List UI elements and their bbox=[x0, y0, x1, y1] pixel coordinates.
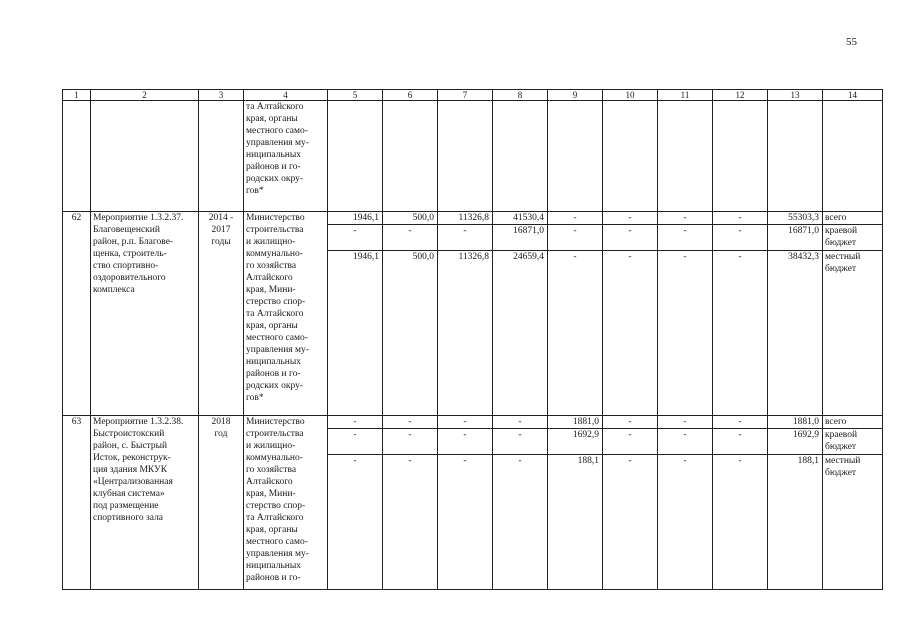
column-header: 6 bbox=[383, 90, 438, 101]
budget-table bbox=[62, 89, 883, 590]
amount-cell: 1881,0 bbox=[768, 416, 823, 429]
measure-name: Мероприятие 1.3.2.37. Благовещенский район, р.п. Благове- щенка, строитель- ство спортивно- оздоровительного комплекса bbox=[91, 212, 199, 416]
amount-cell: 11326,8 bbox=[438, 212, 493, 225]
amount-cell: 24659,4 bbox=[493, 251, 548, 416]
column-header: 1 bbox=[63, 90, 91, 101]
amount-cell: 500,0 bbox=[383, 251, 438, 416]
amount-cell: 38432,3 bbox=[768, 251, 823, 416]
amount-cell: 55303,3 bbox=[768, 212, 823, 225]
amount-cell: - bbox=[328, 416, 383, 429]
period-cell: 2018 год bbox=[199, 416, 244, 590]
header-row bbox=[63, 90, 883, 101]
column-header: 11 bbox=[658, 90, 713, 101]
column-header: 5 bbox=[328, 90, 383, 101]
amount-cell: 16871,0 bbox=[493, 225, 548, 251]
amount-cell: 1881,0 bbox=[548, 416, 603, 429]
page-number: 55 bbox=[846, 36, 857, 48]
amount-cell: 41530,4 bbox=[493, 212, 548, 225]
amount-cell: - bbox=[658, 212, 713, 225]
budget-source: местный бюджет bbox=[823, 455, 883, 590]
amount-cell: - bbox=[383, 416, 438, 429]
amount-cell: 1692,9 bbox=[768, 429, 823, 455]
amount-cell: - bbox=[438, 416, 493, 429]
amount-cell: 1946,1 bbox=[328, 212, 383, 225]
amount-cell: - bbox=[603, 416, 658, 429]
amount-cell: - bbox=[383, 225, 438, 251]
amount-cell: 1946,1 bbox=[328, 251, 383, 416]
amount-cell: - bbox=[438, 455, 493, 590]
amount-cell: - bbox=[603, 429, 658, 455]
amount-cell: - bbox=[493, 455, 548, 590]
amount-cell: 16871,0 bbox=[768, 225, 823, 251]
amount-cell: 11326,8 bbox=[438, 251, 493, 416]
column-header: 14 bbox=[823, 90, 883, 101]
column-header: 3 bbox=[199, 90, 244, 101]
amount-cell: - bbox=[713, 212, 768, 225]
column-header: 4 bbox=[244, 90, 328, 101]
amount-cell: 188,1 bbox=[768, 455, 823, 590]
amount-cell: - bbox=[713, 455, 768, 590]
budget-source: местный бюджет bbox=[823, 251, 883, 416]
amount-cell: - bbox=[603, 212, 658, 225]
amount-cell: - bbox=[548, 212, 603, 225]
executor-cell: Министерство строительства и жилищно- коммунально- го хозяйства Алтайского края, Мини- стерство спор- та Алтайского края, органы местного само- управления му- ниципальных районов и го- bbox=[244, 416, 328, 590]
amount-cell: - bbox=[713, 225, 768, 251]
amount-cell: - bbox=[713, 416, 768, 429]
period-cell: 2014 - 2017 годы bbox=[199, 212, 244, 416]
amount-cell: - bbox=[603, 455, 658, 590]
budget-source: всего bbox=[823, 212, 883, 225]
amount-cell: - bbox=[658, 416, 713, 429]
executor-cell: Министерство строительства и жилищно- коммунально- го хозяйства Алтайского края, Мини- стерство спор- та Алтайского края, органы местного само- управления му- ниципальных районов и го- родских окру- гов* bbox=[244, 212, 328, 416]
amount-cell: - bbox=[328, 225, 383, 251]
row-number: 62 bbox=[63, 212, 91, 416]
amount-cell: - bbox=[713, 251, 768, 416]
amount-cell: - bbox=[383, 429, 438, 455]
amount-cell: - bbox=[658, 225, 713, 251]
table-row bbox=[63, 212, 883, 416]
table-row bbox=[63, 416, 883, 590]
amount-cell: - bbox=[493, 416, 548, 429]
column-header: 8 bbox=[493, 90, 548, 101]
budget-source: всего bbox=[823, 416, 883, 429]
amount-cell: 188,1 bbox=[548, 455, 603, 590]
column-header: 10 bbox=[603, 90, 658, 101]
budget-source: краевой бюджет bbox=[823, 429, 883, 455]
column-header: 12 bbox=[713, 90, 768, 101]
amount-cell: - bbox=[603, 251, 658, 416]
amount-cell: - bbox=[548, 251, 603, 416]
column-header: 9 bbox=[548, 90, 603, 101]
amount-cell: - bbox=[713, 429, 768, 455]
amount-cell: - bbox=[603, 225, 658, 251]
column-header: 7 bbox=[438, 90, 493, 101]
executor-cell: та Алтайского края, органы местного само- управления му- ниципальных районов и го- родских окру- гов* bbox=[244, 101, 328, 212]
continuation-row bbox=[63, 101, 883, 212]
column-header: 13 bbox=[768, 90, 823, 101]
amount-cell: - bbox=[438, 225, 493, 251]
amount-cell: 1692,9 bbox=[548, 429, 603, 455]
amount-cell: - bbox=[438, 429, 493, 455]
amount-cell: - bbox=[328, 455, 383, 590]
column-header: 2 bbox=[91, 90, 199, 101]
amount-cell: - bbox=[383, 455, 438, 590]
amount-cell: - bbox=[658, 429, 713, 455]
amount-cell: - bbox=[658, 251, 713, 416]
amount-cell: - bbox=[548, 225, 603, 251]
amount-cell: - bbox=[328, 429, 383, 455]
budget-source: краевой бюджет bbox=[823, 225, 883, 251]
measure-name: Мероприятие 1.3.2.38. Быстроистокский район, с. Быстрый Исток, реконструк- ция здания МКУК «Централизованная клубная система» под размещение спортивного зала bbox=[91, 416, 199, 590]
amount-cell: - bbox=[658, 455, 713, 590]
amount-cell: 500,0 bbox=[383, 212, 438, 225]
row-number: 63 bbox=[63, 416, 91, 590]
amount-cell: - bbox=[493, 429, 548, 455]
